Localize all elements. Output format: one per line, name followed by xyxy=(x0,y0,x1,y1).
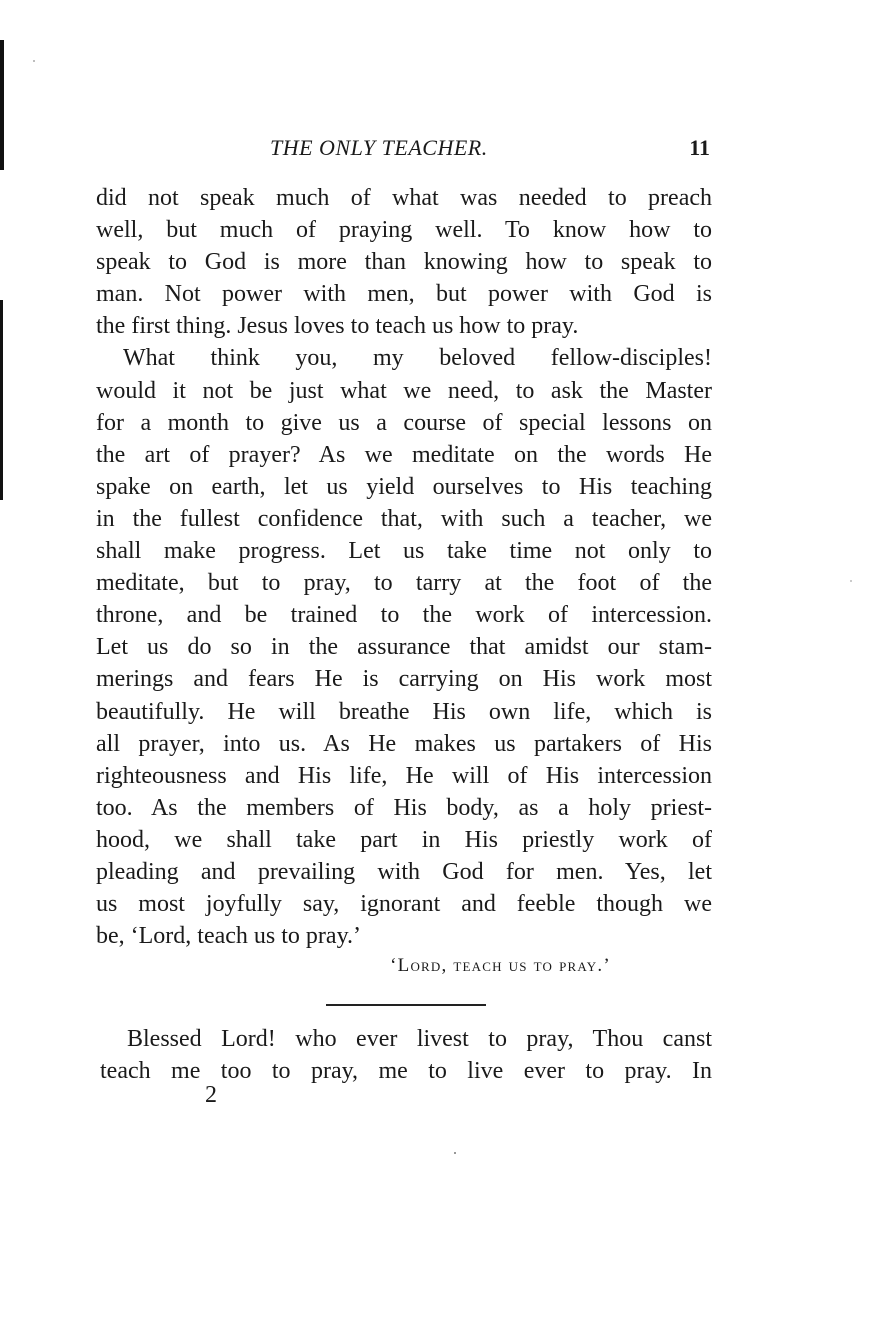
text-line: meditate, but to pray, to tarry at the foot of the xyxy=(96,570,712,597)
binding-edge-mark xyxy=(0,300,3,500)
text-line: beautifully. He will breathe His own life, which is xyxy=(96,698,712,725)
text-line: us most joyfully say, ignorant and feeble though we xyxy=(96,891,712,918)
text-line: did not speak much of what was needed to preach xyxy=(96,185,712,211)
text-line: for a month to give us a course of special lessons on xyxy=(96,409,712,436)
text-line: shall make progress. Let us take time not only to xyxy=(96,538,712,565)
text-line: the first thing. Jesus loves to teach us how to pray. xyxy=(96,313,579,340)
binding-edge-mark xyxy=(0,40,4,170)
text-line: spake on earth, let us yield ourselves to His teaching xyxy=(96,473,712,500)
body-text xyxy=(96,182,712,952)
running-head xyxy=(98,135,710,165)
ink-speck xyxy=(454,1152,456,1154)
section-subheading: ‘Lord, teach us to pray.’ xyxy=(390,955,611,976)
text-line: be, ‘Lord, teach us to pray.’ xyxy=(96,923,362,950)
text-line: Let us do so in the assurance that amidst our stam- xyxy=(96,634,712,661)
text-line: Blessed Lord! who ever livest to pray, Thou canst xyxy=(127,1026,712,1052)
text-line: merings and fears He is carrying on His work most xyxy=(96,666,712,693)
page-number: 11 xyxy=(689,135,710,160)
text-line: man. Not power with men, but power with God is xyxy=(96,281,712,308)
running-title: THE ONLY TEACHER. xyxy=(270,135,488,160)
text-line: would it not be just what we need, to ask the Master xyxy=(96,377,712,404)
text-line: hood, we shall take part in His priestly work of xyxy=(96,826,712,853)
divider-rule xyxy=(326,1004,486,1006)
text-line: speak to God is more than knowing how to speak to xyxy=(96,249,712,276)
ink-speck xyxy=(850,580,852,582)
ink-speck xyxy=(33,60,35,62)
text-line: throne, and be trained to the work of intercession. xyxy=(96,602,712,629)
text-line: in the fullest confidence that, with such a teacher, we xyxy=(96,505,712,532)
text-line: well, but much of praying well. To know how to xyxy=(96,217,712,244)
text-line: pleading and prevailing with God for men. Yes, let xyxy=(96,858,712,885)
text-line: too. As the members of His body, as a holy priest- xyxy=(96,794,712,821)
text-line: the art of prayer? As we meditate on the words He xyxy=(96,441,712,468)
text-line: teach me too to pray, me to live ever to pray. In xyxy=(100,1058,712,1085)
signature-mark: 2 xyxy=(205,1082,217,1108)
text-line: What think you, my beloved fellow-disciples! xyxy=(123,345,712,372)
text-line: all prayer, into us. As He makes us partakers of His xyxy=(96,730,712,757)
text-line: righteousness and His life, He will of His intercession xyxy=(96,762,712,789)
prayer-text xyxy=(100,1022,712,1086)
